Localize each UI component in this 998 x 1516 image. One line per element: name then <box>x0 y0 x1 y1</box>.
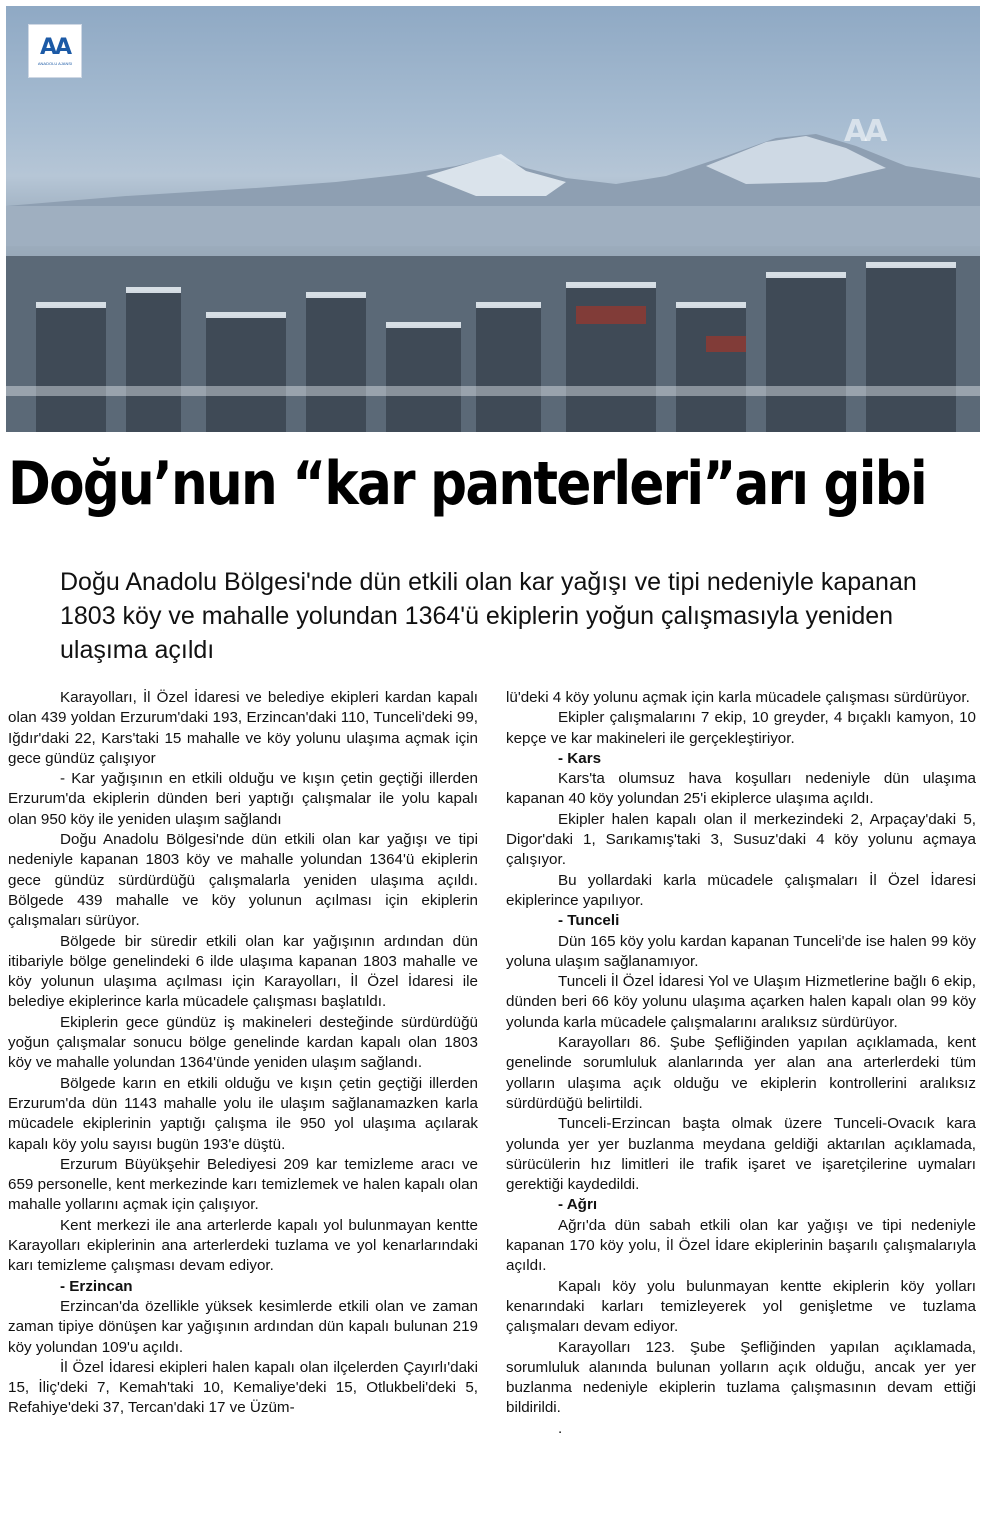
body-paragraph: - Kar yağışının en etkili olduğu ve kışın çetin geçtiği illerden Erzurum'da ekiplerin dünden beri yaptığı çalışmalar ile yolu kapalı olan 950 köy ile yeniden ulaşım sağlandı <box>8 770 478 828</box>
body-paragraph: . <box>558 1419 563 1437</box>
lead-paragraph: Doğu Anadolu Bölgesi'nde dün etkili olan kar yağışı ve tipi nedeniyle kapanan 1803 köy ve mahalle yolundan 1364'ü ekiplerin yoğun çalışmasıyla yeniden ulaşıma açıldı <box>60 568 917 664</box>
body-paragraph: Erzincan'da özellikle yüksek kesimlerde etkili olan ve zaman zaman tipiye dönüşen kar yağışının ardından dün kapalı bulunan 219 köy yolundan 109'u açıldı. <box>8 1297 478 1356</box>
body-paragraph: İl Özel İdaresi ekipleri halen kapalı olan ilçelerden Çayırlı'daki 15, İliç'deki 7, Kemah'taki 10, Kemaliye'deki 15, Otlukbeli'deki 5, Refahiye'deki 37, Tercan'daki 17 ve Üzüm- <box>8 1358 478 1417</box>
body-column-right <box>506 688 976 1439</box>
section-subhead-kars: - Kars <box>558 749 602 767</box>
body-paragraph: Dün 165 köy yolu kardan kapanan Tunceli'de ise halen 99 köy yoluna ulaşım sağlanamıyor. <box>506 932 976 970</box>
body-paragraph: Kent merkezi ile ana arterlerde kapalı yol bulunmayan kentte Karayolları ekiplerinin ana arterlerdeki tuzlama ve yol kenarlarındaki karı temizleme çalışması devam ediyor. <box>8 1216 478 1275</box>
body-paragraph: Ağrı'da dün sabah etkili olan kar yağışı ve tipi nedeniyle kapanan 170 köy yolu, İl Özel İdare ekiplerinin başarılı çalışmalarıyla açıldı. <box>506 1216 976 1275</box>
body-paragraph: Ekiplerin gece gündüz iş makineleri desteğinde sürdürdüğü yoğun çalışmalar sonucu bölge genelinde kardan kapalı olan 1803 köy ve mahalle yolundan 1364'ünde yeniden ulaşım sağlandı. <box>8 1013 478 1072</box>
headline: Doğu’nun “kar panterleri”arı gibi <box>8 449 926 519</box>
body-paragraph: Tunceli-Erzincan başta olmak üzere Tunceli-Ovacık kara yolunda yer yer buzlanma meydana geldiği aktarılan açıklamada, sürücülerin hız limitleri ile trafik işaret ve işaretçilerine uymaları gerektiği kaydedildi. <box>506 1115 976 1194</box>
section-subhead-tunceli: - Tunceli <box>558 912 620 930</box>
body-paragraph: Karayolları 123. Şube Şefliğinden yapılan açıklamada, sorumluluk alanında bulunan yolların açık olduğu, ancak yer yer buzlanma nedeniyle ekiplerin tuzlama çalışmasının devam ettiği bildirildi. <box>506 1338 976 1417</box>
city-snow-photo <box>6 6 980 432</box>
body-paragraph: Karayolları, İl Özel İdaresi ve belediye ekipleri kardan kapalı olan 439 yoldan Erzurum'daki 193, Erzincan'daki 110, Tunceli'deki 99, Iğdır'daki 22, Kars'taki 15 mahalle ve köy yolunu ulaşıma açmak için gece gündüz çalışıyor <box>8 689 478 767</box>
section-subhead-erzincan: - Erzincan <box>60 1277 133 1295</box>
photo-scene <box>6 6 980 432</box>
body-paragraph: Bölgede karın en etkili olduğu ve kışın çetin geçtiği illerden Erzurum'da dün 1143 mahalle yolu ile ulaşım sağlanamazken karla mücadele ekiplerinin yaptığı çalışma ile 950 yol ulaşıma açılarak kapalı köy yolu sayısı bugün 193'e düştü. <box>8 1074 478 1153</box>
body-paragraph: Kapalı köy yolu bulunmayan kentte ekiplerin köy yolları kenarındaki karları temizleyerek yol genişletme ve tuzlama çalışmaları devam ediyor. <box>506 1277 976 1336</box>
body-paragraph: Bölgede bir süredir etkili olan kar yağışının ardından dün itibariyle bölge genelindeki 6 ilde ulaşıma kapanan 1803 mahalle ve köy yolunun ulaşıma açılması için Karayolları, İl Özel İdaresi ile belediye ekiplerince karla mücadele çalışması başlatıldı. <box>8 932 478 1011</box>
body-paragraph: Erzurum Büyükşehir Belediyesi 209 kar temizleme aracı ve 659 personelle, kent merkezinde karı temizlemek ve halen kapalı olan mahalle yollarını açmak için çalışıyor. <box>8 1155 478 1214</box>
body-paragraph: Kars'ta olumsuz hava koşulları nedeniyle dün ulaşıma kapanan 40 köy yolundan 25'i ekiplerce ulaşıma açıldı. <box>506 770 976 808</box>
body-paragraph: Ekipler halen kapalı olan il merkezindeki 2, Arpaçay'daki 5, Digor'daki 1, Sarıkamış'taki 3, Susuz'daki 4 köy yolunu açmaya çalışıyor. <box>506 810 976 869</box>
body-paragraph: lü'deki 4 köy yolunu açmak için karla mücadele çalışması sürdürüyor. <box>506 689 970 706</box>
body-column-left <box>8 688 478 1419</box>
agency-logo <box>28 24 82 78</box>
agency-logo-mark: AA <box>39 34 71 60</box>
body-paragraph: Bu yollardaki karla mücadele çalışmaları İl Özel İdaresi ekiplerince yapılıyor. <box>506 871 976 909</box>
watermark: AA <box>844 114 885 149</box>
body-paragraph: Karayolları 86. Şube Şefliğinden yapılan açıklamada, kent genelinde sorumluluk alanlarında yer alan ana arterlerdeki tüm yolların ulaşıma açık olduğu ve ekiplerin kontrollerini aralıksız sürdürdüğü belirtildi. <box>506 1034 976 1112</box>
body-paragraph: Tunceli İl Özel İdaresi Yol ve Ulaşım Hizmetlerine bağlı 6 ekip, dünden beri 66 köy yolunu ulaşıma açarken halen kapalı olan 99 köy yolunda karla mücadele çalışmalarını aralıksız sürdürüyor. <box>506 973 976 1031</box>
section-subhead-agri: - Ağrı <box>558 1196 598 1214</box>
body-paragraph: Ekipler çalışmalarını 7 ekip, 10 greyder, 4 bıçaklı kamyon, 10 kepçe ve kar makineleri ile gerçekleştiriyor. <box>506 709 976 747</box>
agency-logo-sub: ANADOLU AJANSI <box>37 60 73 66</box>
body-paragraph: Doğu Anadolu Bölgesi'nde dün etkili olan kar yağışı ve tipi nedeniyle kapanan 1803 köy ve mahalle yolundan 1364'ü ekiplerin gece gündüz sürdürdüğü çalışmalarla yeniden ulaşıma açıldı. Bölgede 439 mahalle ve köy yolunun açılması için ekiplerin çalışmaları sürüyor. <box>8 831 478 930</box>
